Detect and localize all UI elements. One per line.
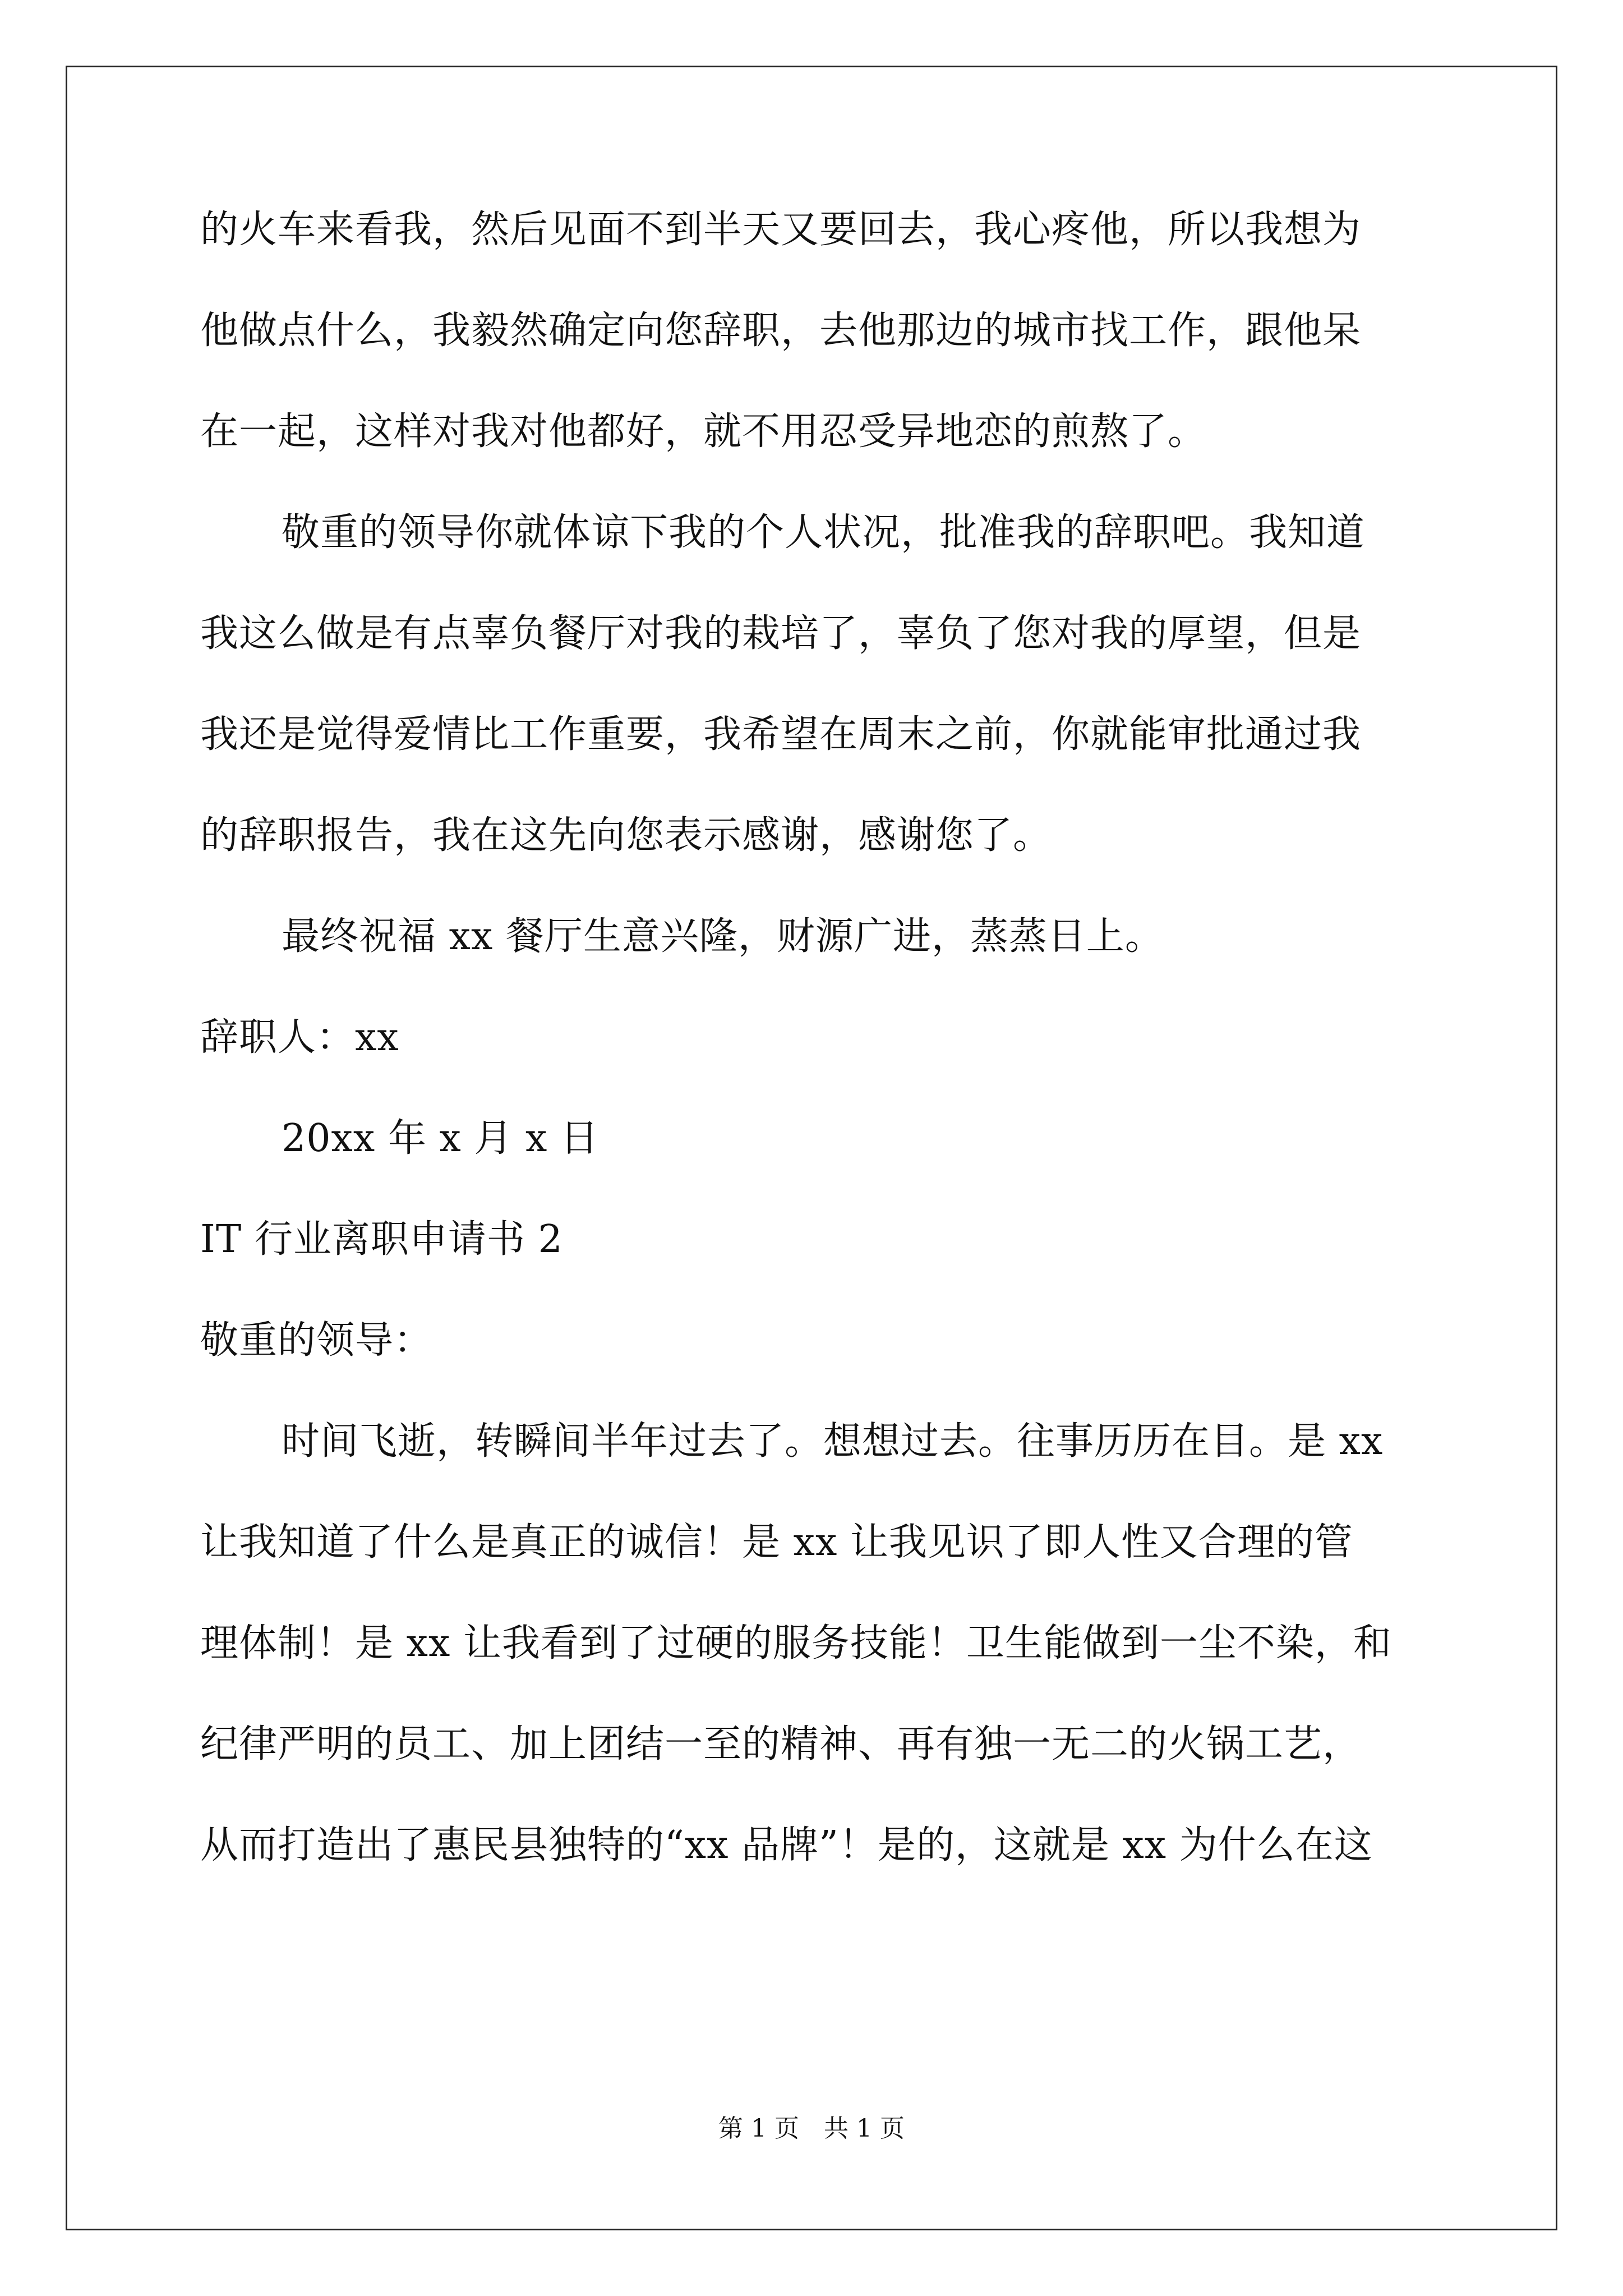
text-line: 他做点什么，我毅然确定向您辞职，去他那边的城市找工作，跟他呆	[200, 309, 1362, 353]
text-line: 敬重的领导你就体谅下我的个人状况，批准我的辞职吧。我知道	[282, 510, 1366, 555]
section-heading: IT 行业离职申请书 2	[200, 1217, 563, 1262]
text-line: 纪律严明的员工、加上团结一至的精神、再有独一无二的火锅工艺，	[200, 1722, 1362, 1766]
page-footer: 第 1 页 共 1 页	[718, 2114, 905, 2143]
text-line: 从而打造出了惠民县独特的“xx 品牌”！是的，这就是 xx 为什么在这	[200, 1823, 1373, 1867]
salutation: 敬重的领导：	[200, 1318, 433, 1363]
text-line: 最终祝福 xx 餐厅生意兴隆，财源广进，蒸蒸日上。	[282, 914, 1164, 959]
text-line: 的辞职报告，我在这先向您表示感谢，感谢您了。	[200, 813, 1052, 858]
text-line: 时间飞逝，转瞬间半年过去了。想想过去。往事历历在目。是 xx	[282, 1419, 1384, 1464]
text-line: 我这么做是有点辜负餐厅对我的栽培了，辜负了您对我的厚望，但是	[200, 611, 1362, 656]
text-line: 在一起，这样对我对他都好，就不用忍受异地恋的煎熬了。	[200, 409, 1207, 454]
text-line: 我还是觉得爱情比工作重要，我希望在周末之前，你就能审批通过我	[200, 712, 1362, 757]
text-line: 让我知道了什么是真正的诚信！是 xx 让我见识了即人性又合理的管	[200, 1520, 1353, 1565]
text-line: 理体制！是 xx 让我看到了过硬的服务技能！卫生能做到一尘不染，和	[200, 1621, 1392, 1665]
text-line: 的火车来看我，然后见面不到半天又要回去，我心疼他，所以我想为	[200, 208, 1362, 252]
signature-line: 辞职人：xx	[200, 1015, 399, 1060]
date-line: 20xx 年 x 月 x 日	[282, 1116, 600, 1161]
